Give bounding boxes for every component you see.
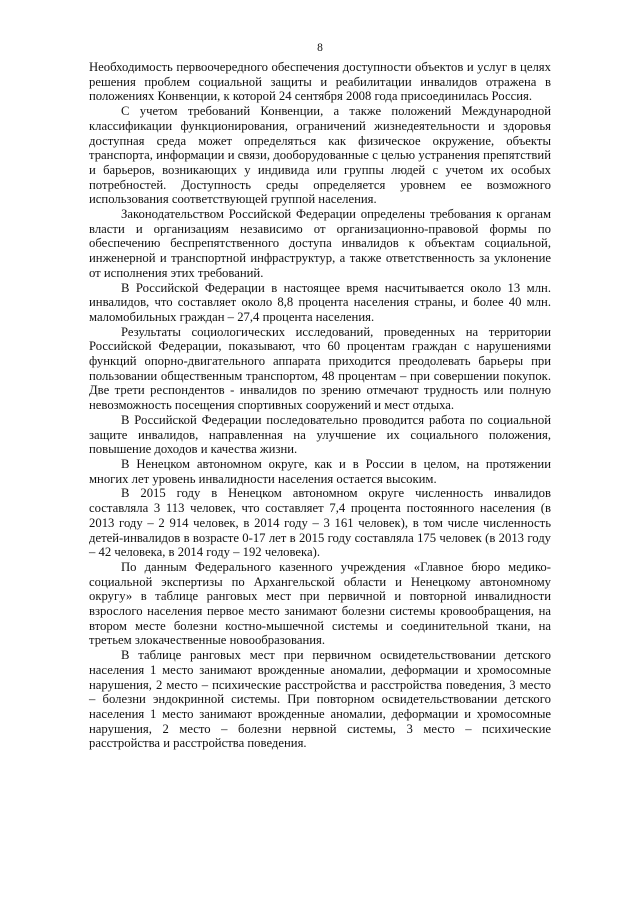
body-text xyxy=(89,60,551,751)
page-number: 8 xyxy=(317,42,323,54)
paragraph-social-protection: В Российской Федерации последовательно проводится работа по социальной защите инвалидов, направленная на улучшение их социального положения, повышение доходов и качества жизни. xyxy=(89,412,551,457)
paragraph-legislation-requirements: Законодательством Российской Федерации определены требования к органам власти и организациям независимо от организационно-правовой формы по обеспечению беспрепятственного доступа инвалидов к объектам социальной, инженерной и транспортной инфраструктур, а также ответственность за уклонение от исполнения этих требований. xyxy=(89,207,551,280)
paragraph-accessibility-convention: Необходимость первоочередного обеспечения доступности объектов и услуг в целях решения проблем социальной защиты и реабилитации инвалидов отражена в положениях Конвенции, к которой 24 сентября 2008 года присоединилась Россия. xyxy=(89,60,551,104)
paragraph-child-disability-ranking: В таблице ранговых мест при первичном освидетельствовании детского населения 1 место занимают врожденные аномалии, деформации и хромосомные нарушения, 2 место – психические расстройства и расстройства поведения, 3 место – болезни эндокринной системы. При повторном освидетельствовании детского населения 1 место занимают врожденные аномалии, деформации и хромосомные нарушения, 2 место – болезни нервной системы, 3 место – психические расстройства и расстройства поведения. xyxy=(89,648,551,751)
paragraph-nenets-2015-statistics: В 2015 году в Ненецком автономном округе численность инвалидов составляла 3 113 человек, что составляет 7,4 процента постоянного населения (в 2013 году – 2 914 человек, в 2014 году – 3 161 человек), в том числе численность детей-инвалидов в возрасте 0-17 лет в 2015 году составляла 175 человек (в 2013 году – 42 человека, в 2014 году – 192 человека). xyxy=(89,486,551,560)
paragraph-adult-disability-ranking: По данным Федерального казенного учреждения «Главное бюро медико-социальной экспертизы по Архангельской области и Ненецкому автономному округу» в таблице ранговых мест при первичной и повторной инвалидности взрослого населения первое место занимают болезни системы кровообращения, на втором месте болезни костно-мышечной системы и соединительной ткани, на третьем злокачественные новообразования. xyxy=(89,559,551,648)
paragraph-nenets-disability-level: В Ненецком автономном округе, как и в России в целом, на протяжении многих лет уровень инвалидности населения остается высоким. xyxy=(89,456,551,486)
paragraph-disability-statistics-russia: В Российской Федерации в настоящее время насчитывается около 13 млн. инвалидов, что составляет около 8,8 процента населения страны, и более 40 млн. маломобильных граждан – 27,4 процента населения. xyxy=(89,280,551,324)
paragraph-sociological-research: Результаты социологических исследований, проведенных на территории Российской Федерации, показывают, что 60 процентам граждан с нарушениями функций опорно-двигательного аппарата приходится преодолевать барьеры при пользовании общественным транспортом, 48 процентам – при совершении покупок. Две трети респондентов - инвалидов по зрению отмечают трудность или полную невозможность посещения спортивных сооружений и мест отдыха. xyxy=(89,324,551,413)
paragraph-accessible-environment-definition: С учетом требований Конвенции, а также положений Международной классификации функционирования, ограничений жизнедеятельности и здоровья доступная среда может определяться как физическое окружение, объекты транспорта, информации и связи, дооборудованные с целью устранения препятствий и барьеров, возникающих у индивида или группы людей с учетом их особых потребностей. Доступность среды определяется уровнем ее возможного использования соответствующей группой населения. xyxy=(89,104,551,207)
